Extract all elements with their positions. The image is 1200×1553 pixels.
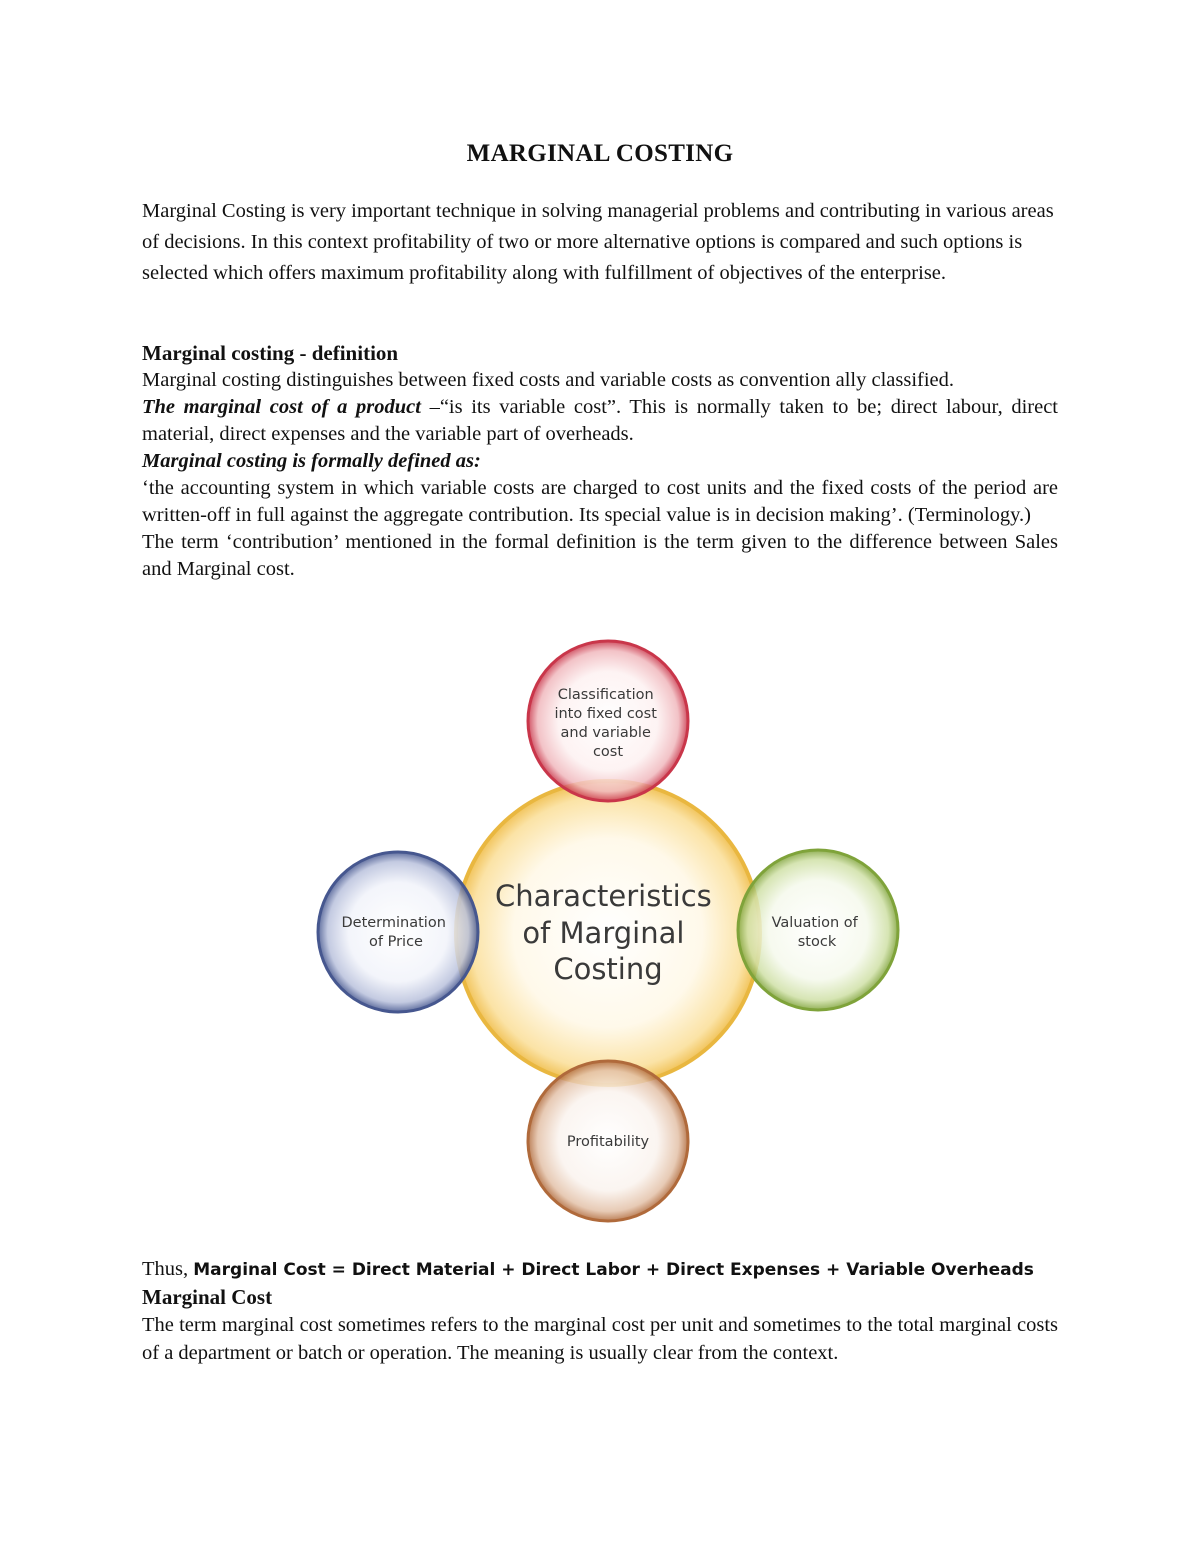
marginal-cost-section	[142, 1283, 1058, 1367]
characteristics-diagram	[300, 636, 900, 1236]
intro-section	[142, 196, 1058, 289]
intro-paragraph: Marginal Costing is very important technique in solving managerial problems and contributing in various areas of decisions. In this context profitability of two or more alternative options is compared and such options is selected which offers maximum profitability along with fulfillment of objectives of the enterprise.	[142, 200, 1054, 284]
formula-prefix: Thus,	[142, 1258, 194, 1280]
right-label-line1: Valuation of	[771, 915, 858, 931]
marginal-cost-heading: Marginal Cost	[142, 1285, 273, 1309]
formula-text: Marginal Cost = Direct Material + Direct Labor + Direct Expenses + Variable Overheads	[193, 1260, 1034, 1280]
right-label-line2: stock	[797, 934, 837, 950]
left-label-line1: Determination	[341, 915, 446, 931]
page-title: MARGINAL COSTING	[466, 140, 734, 167]
definition-section	[142, 340, 1058, 583]
left-circle	[318, 852, 478, 1012]
top-label-line2: into fixed cost	[554, 706, 657, 722]
formal-definition-text: ‘the accounting system in which variable costs are charged to cost units and the fixed costs of the period are written-off in full against the aggregate contribution. Its special value is in decision making’. (Terminology.)	[142, 477, 1058, 526]
marginal-cost-product-label: The marginal cost of a product	[142, 396, 421, 418]
center-label-line2: of Marginal	[522, 916, 685, 950]
characteristics-diagram-svg	[300, 636, 900, 1236]
top-label-line1: Classification	[557, 687, 654, 703]
definition-line1: Marginal costing distinguishes between fixed costs and variable costs as convention ally classified.	[142, 369, 955, 391]
bottom-label-line1: Profitability	[566, 1134, 650, 1150]
top-label-line3: and variable	[560, 725, 651, 741]
marginal-cost-product-paragraph	[142, 394, 1058, 448]
contribution-text: The term ‘contribution’ mentioned in the formal definition is the term given to the difference between Sales and Marginal cost.	[142, 531, 1058, 580]
marginal-cost-paragraph: The term marginal cost sometimes refers to the marginal cost per unit and sometimes to the total marginal costs of a department or batch or operation. The meaning is usually clear from the context.	[142, 1314, 1058, 1364]
top-label-line4: cost	[592, 744, 624, 760]
formula-line	[142, 1256, 1058, 1284]
center-label-line1: Characteristics	[494, 879, 712, 913]
center-label-line3: Costing	[553, 952, 663, 986]
definition-heading: Marginal costing - definition	[142, 341, 399, 365]
marginal-cost-product-text: –“is its variable cost”. This is normally taken to be; direct labour, direct material, direct expenses and the variable part of overheads.	[142, 396, 1058, 445]
formal-definition-label: Marginal costing is formally defined as:	[142, 450, 481, 472]
svg-text:Profitability	[567, 1134, 650, 1150]
left-label-line2: of Price	[369, 934, 423, 950]
